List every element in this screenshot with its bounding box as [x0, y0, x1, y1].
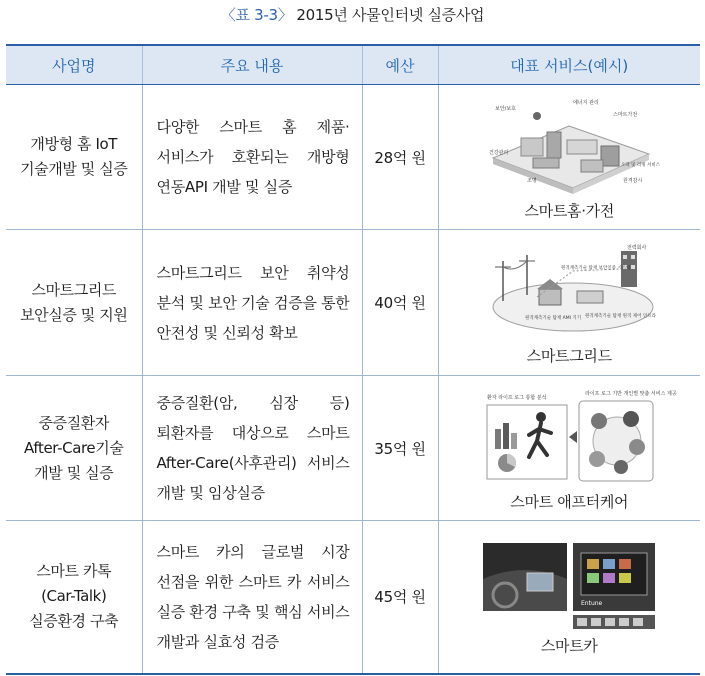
pilot-projects-table: [6, 44, 700, 675]
service-cell: [438, 521, 700, 674]
project-budget: 45억 원: [362, 521, 438, 674]
project-budget: 40억 원: [362, 230, 438, 376]
project-content: 스마트그리드 보안 취약성 분석 및 보안 기술 검증을 통한 안전성 및 신뢰성 확보: [142, 230, 362, 376]
header-main-content: 주요 내용: [142, 45, 362, 85]
image-label: 보안/보호: [495, 105, 517, 112]
service-label: 스마트 애프터케어: [510, 492, 629, 511]
table-row: [6, 376, 700, 521]
smart-home-illustration: [481, 96, 661, 196]
project-budget: 28억 원: [362, 85, 438, 230]
header-service: 대표 서비스(예시): [438, 45, 700, 85]
table-row: [6, 230, 700, 376]
table-row: [6, 85, 700, 230]
image-label: 원격계측기술 탑재 보안인증 시스템: [561, 266, 631, 271]
project-name: 스마트 카톡 (Car-Talk) 실증환경 구축: [6, 521, 142, 674]
project-budget: 35억 원: [362, 376, 438, 521]
project-name: 개방형 홈 IoT 기술개발 및 실증: [6, 85, 142, 230]
service-label: 스마트그리드: [526, 347, 612, 365]
table-header-row: [6, 45, 700, 85]
service-cell: [438, 376, 700, 521]
image-label: 원격감시: [623, 177, 643, 184]
service-label: 스마트카: [540, 637, 598, 656]
smart-car-illustration: [481, 539, 657, 631]
header-project-name: 사업명: [6, 45, 142, 85]
after-care-illustration: [481, 387, 677, 487]
image-label: 에너지 관리: [573, 99, 599, 106]
caption-title: 2015년 사물인터넷 실증사업: [296, 6, 485, 24]
project-content: 다양한 스마트 홈 제품·서비스가 호환되는 개방형 연동API 개발 및 실증: [142, 85, 362, 230]
image-label: 라이프 로그 기반 개인별 맞춤 서비스 제공: [585, 390, 677, 397]
image-label: Entune: [581, 600, 603, 608]
project-name: 중증질환자 After-Care기술 개발 및 실증: [6, 376, 142, 521]
caption-label: 〈표 3-3〉: [220, 6, 293, 24]
smart-grid-illustration: [481, 241, 657, 341]
image-label: 스마트가전: [613, 111, 638, 118]
image-label: 전력회사: [627, 245, 647, 251]
service-cell: [438, 85, 700, 230]
project-content: 스마트 카의 글로벌 시장 선점을 위한 스마트 카 서비스 실증 환경 구축 및 핵심 서비스 개발과 실효성 검증: [142, 521, 362, 674]
image-label: 조명: [527, 177, 537, 184]
image-label: 오락 및 리빙 서비스: [621, 162, 661, 168]
service-label: 스마트홈·가전: [524, 201, 615, 220]
table-caption: [0, 4, 705, 25]
image-label: 원격계측기술 탑재 원격 제어 인프라: [585, 314, 657, 319]
image-label: 환자 라이프 로그 통합 분석: [487, 394, 547, 401]
header-budget: 예산: [362, 45, 438, 85]
project-name: 스마트그리드 보안실증 및 지원: [6, 230, 142, 376]
image-label: 원격계측기술 탑재 AMI 기기: [525, 316, 582, 321]
table-row: [6, 521, 700, 674]
service-cell: [438, 230, 700, 376]
project-content: 중증질환(암, 심장 등) 퇴환자를 대상으로 스마트 After-Care(사후관리) 서비스 개발 및 임상실증: [142, 376, 362, 521]
image-label: 건강관리: [489, 149, 509, 156]
